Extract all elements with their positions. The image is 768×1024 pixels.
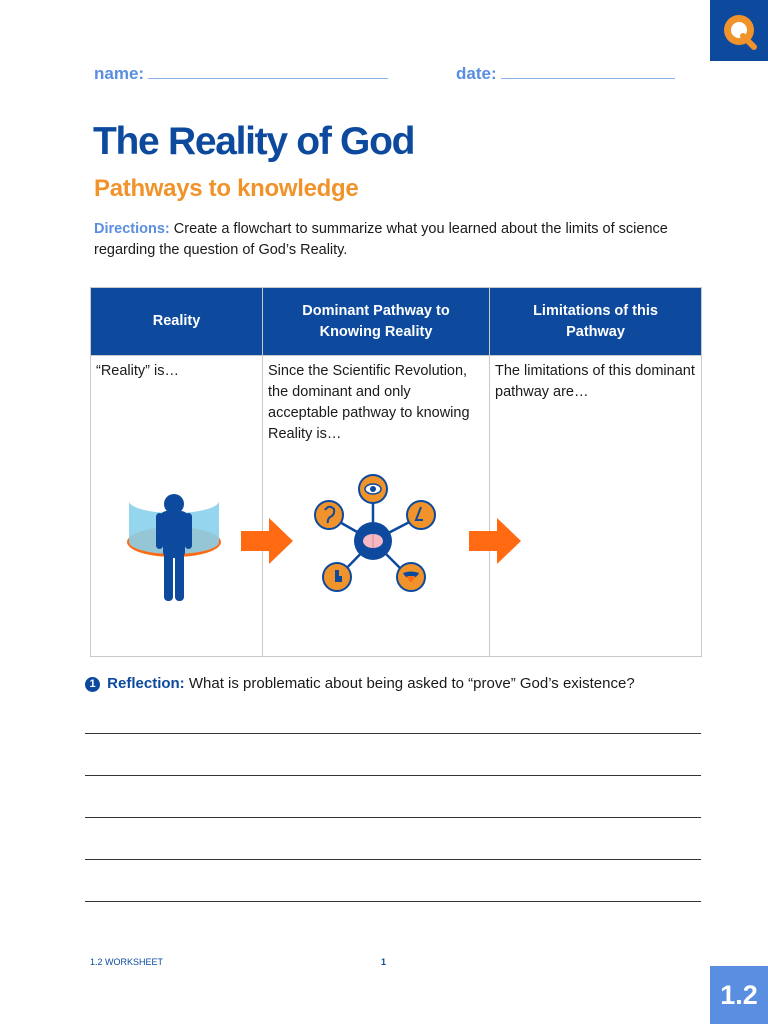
nose-icon <box>407 501 435 529</box>
name-field[interactable] <box>94 64 388 84</box>
cell-limitations[interactable] <box>490 356 702 657</box>
page-subtitle: Pathways to knowledge <box>94 175 359 202</box>
reflection-text: What is problematic about being asked to “prove” God’s existence? <box>188 675 635 692</box>
column-header-reality: Reality <box>91 288 263 356</box>
cell-reality[interactable] <box>91 356 263 657</box>
tongue-icon <box>397 563 425 591</box>
directions-text: Create a flowchart to summarize what you learned about the limits of science regarding the question of God’s Reality. <box>94 221 668 258</box>
cell-pathway-prompt: Since the Scientific Revolution, the dominant and only acceptable pathway to knowing Reality is… <box>268 363 470 442</box>
name-label: name: <box>94 64 145 83</box>
cell-limitations-prompt: The limitations of this dominant pathway are… <box>495 363 695 400</box>
answer-line[interactable] <box>85 733 701 734</box>
brain-icon <box>354 522 392 560</box>
reflection-question <box>85 675 635 692</box>
senses-diagram <box>313 474 437 592</box>
date-label: date: <box>456 64 497 83</box>
question-number-badge: 1 <box>85 677 100 692</box>
person-icon <box>127 489 223 601</box>
footer-page-number: 1 <box>381 957 387 967</box>
eye-icon <box>359 475 387 503</box>
answer-line[interactable] <box>85 775 701 776</box>
column-header-pathway: Dominant Pathway to Knowing Reality <box>263 288 490 356</box>
touch-hand-icon <box>323 563 351 591</box>
directions-label: Directions: <box>94 221 170 237</box>
q-logo-icon <box>710 0 768 61</box>
reflection-label: Reflection: <box>107 675 185 692</box>
flowchart-table <box>90 287 702 657</box>
answer-line[interactable] <box>85 901 701 902</box>
name-blank[interactable] <box>148 64 388 79</box>
footer-worksheet-label: 1.2 WORKSHEET <box>90 957 164 967</box>
answer-line[interactable] <box>85 817 701 818</box>
page-title: The Reality of God <box>93 120 415 163</box>
brand-logo <box>710 0 768 61</box>
cell-reality-prompt: “Reality” is… <box>96 363 179 379</box>
section-tab: 1.2 <box>710 966 768 1024</box>
answer-line[interactable] <box>85 859 701 860</box>
column-header-limitations: Limitations of this Pathway <box>490 288 702 356</box>
date-field[interactable] <box>456 64 675 84</box>
cell-pathway[interactable] <box>263 356 490 657</box>
directions <box>94 219 694 261</box>
ear-icon <box>315 501 343 529</box>
date-blank[interactable] <box>501 64 675 79</box>
